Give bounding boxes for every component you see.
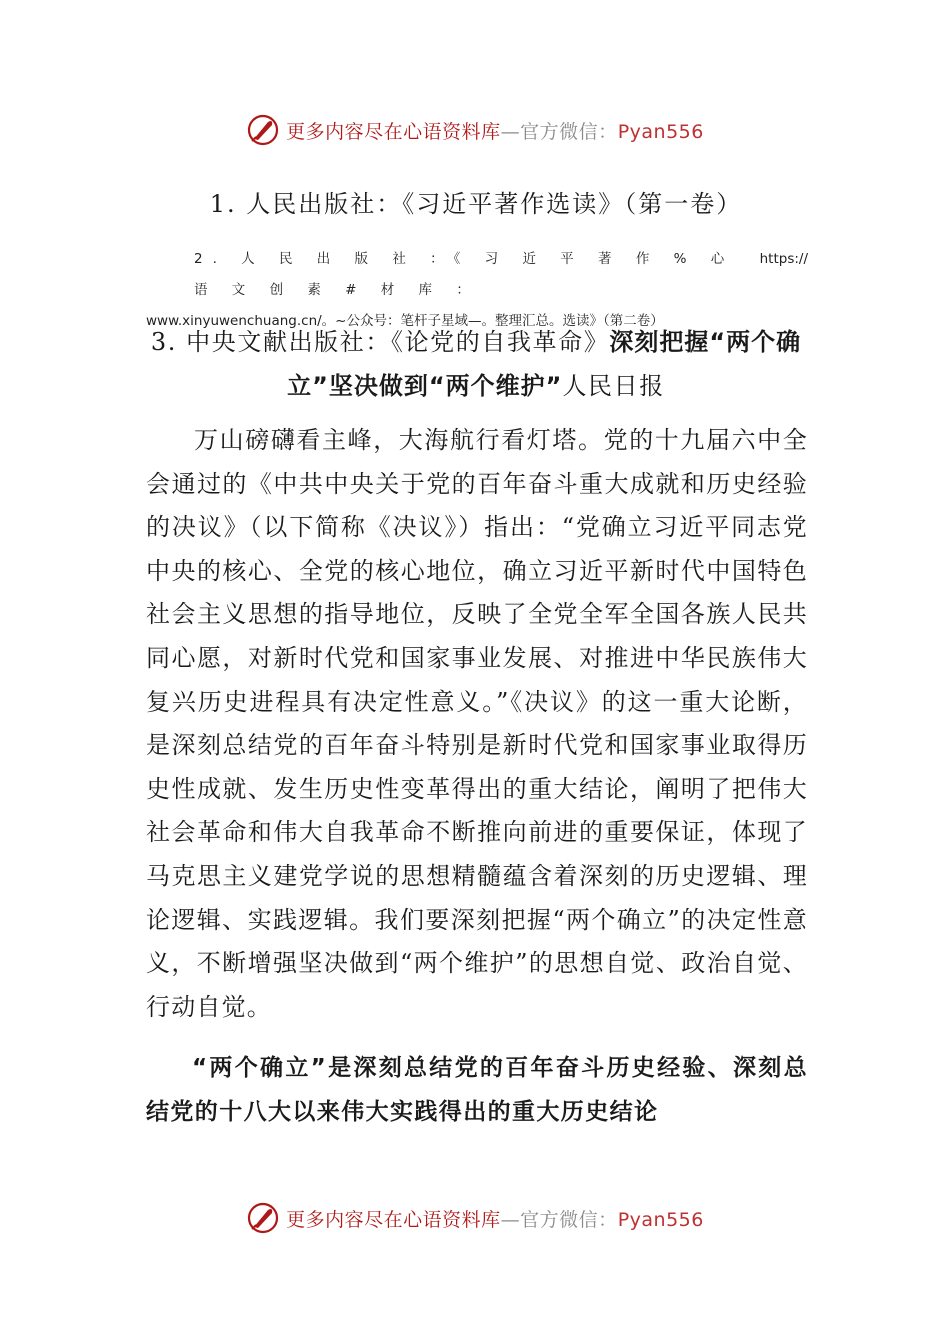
paragraph-2-line-1 — [146, 244, 808, 306]
banner-text — [286, 1205, 704, 1232]
banner-wechat-id: Pyan556 — [617, 120, 704, 143]
banner-dash: — — [500, 120, 521, 143]
quill-logo-icon — [246, 1201, 280, 1235]
paragraph-2-url[interactable]: https:// — [759, 251, 808, 267]
paragraph-2-line-2: www.xinyuwenchuang.cn/。~公众号：笔杆子星域—。整理汇总。选读》（第二卷） — [146, 313, 664, 329]
paragraph-2-text: 2. 人 民 出 版 社 ：《 习 近 平 著 作 % 心 语 文 创 素 # 材 库 ： — [194, 251, 735, 298]
banner-main: 更多内容尽在心语资料库 — [286, 120, 501, 143]
banner-text — [286, 117, 704, 144]
heading-3-tail: 人民日报 — [562, 372, 665, 400]
banner-label: 官方微信： — [520, 120, 618, 143]
banner-dash: — — [500, 1208, 521, 1231]
banner-wechat-id: Pyan556 — [617, 1208, 704, 1231]
heading-3-title: 深刻把握“两个确立”坚决做到“两个维护” — [287, 328, 802, 400]
banner-main: 更多内容尽在心语资料库 — [286, 1208, 501, 1231]
heading-3-source: 3. 中央文献出版社：《论党的自我革命》 — [150, 328, 610, 356]
quill-logo-icon — [246, 113, 280, 147]
header-banner — [0, 110, 950, 150]
heading-3 — [146, 320, 806, 408]
banner-label: 官方微信： — [520, 1208, 618, 1231]
footer-banner — [0, 1198, 950, 1238]
heading-1: 1. 人民出版社：《习近平著作选读》（第一卷） — [209, 190, 743, 218]
subheading: “两个确立”是深刻总结党的百年奋斗历史经验、深刻总结党的十八大以来伟大实践得出的重大历史结论 — [146, 1055, 808, 1125]
body-paragraph: 万山磅礴看主峰，大海航行看灯塔。党的十九届六中全会通过的《中共中央关于党的百年奋斗重大成就和历史经验的决议》（以下简称《决议》）指出：“党确立习近平同志党中央的核心、全党的核心地位，确立习近平新时代中国特色社会主义思想的指导地位，反映了全党全军全国各族人民共同心愿，对新时代党和国家事业发展、对推进中华民族伟大复兴历史进程具有决定性意义。”《决议》的这一重大论断，是深刻总结党的百年奋斗特别是新时代党和国家事业取得历史性成就、发生历史性变革得出的重大结论，阐明了把伟大社会革命和伟大自我革命不断推向前进的重要保证，体现了马克思主义建党学说的思想精髓蕴含着深刻的历史逻辑、理论逻辑、实践逻辑。我们要深刻把握“两个确立”的决定性意义，不断增强坚决做到“两个维护”的思想自觉、政治自觉、行动自觉。 — [146, 426, 808, 1021]
